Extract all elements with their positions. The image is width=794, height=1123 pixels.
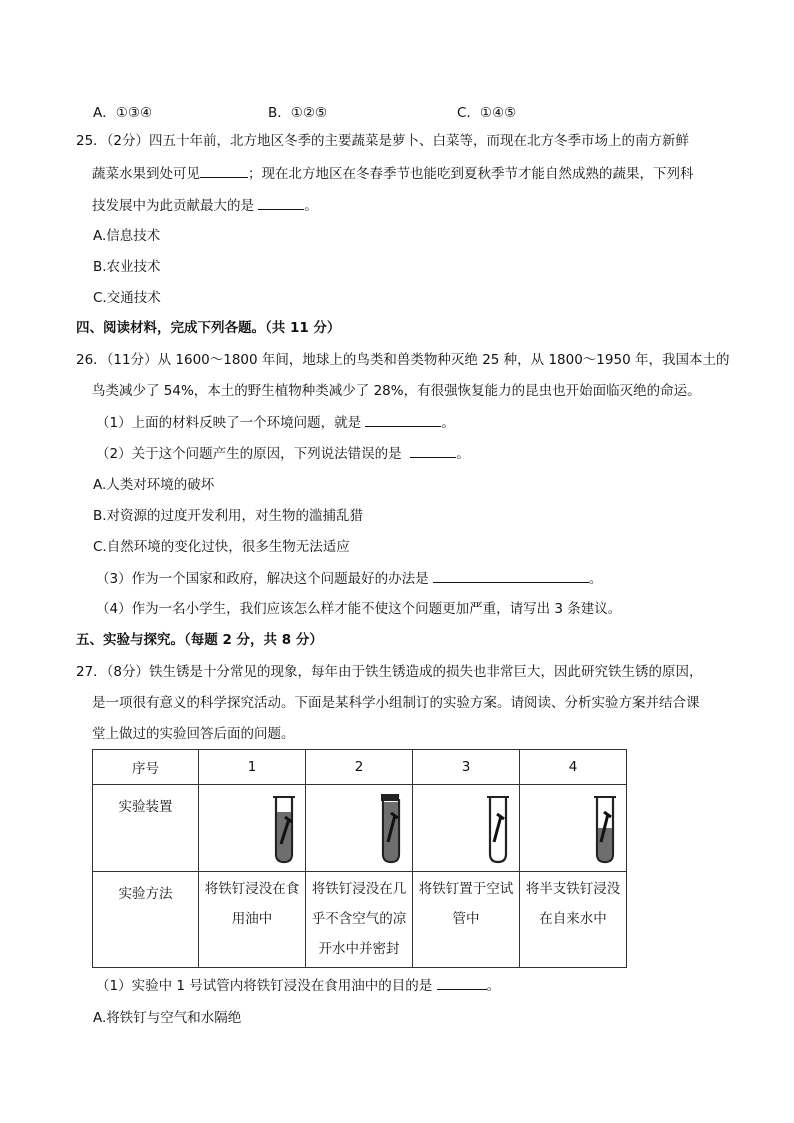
q25-line-2 xyxy=(92,163,694,184)
apparatus-cell-1 xyxy=(199,785,306,872)
q26-sub-2a: （2）关于这个问题产生的原因，下列说法错误的是 xyxy=(96,446,402,462)
table-row-method xyxy=(93,872,627,968)
method-3-line-1: 将铁钉置于空试 xyxy=(418,881,514,897)
test-tube-empty-icon xyxy=(413,786,519,871)
row-label-number: 序号 xyxy=(93,750,199,785)
method-cell-2 xyxy=(306,872,413,968)
method-3-line-2: 管中 xyxy=(452,911,480,927)
table-row-apparatus xyxy=(93,785,627,872)
method-1-line-1: 将铁钉浸没在食 xyxy=(204,881,300,897)
q27-line-2: 是一项很有意义的科学探究活动。下面是某科学小组制订的实验方案。请阅读、分析实验方案并结合课 xyxy=(92,695,700,711)
q27-sub-1b: 。 xyxy=(486,978,501,994)
q26-sub-3a: （3）作为一个国家和政府，解决这个问题最好的办法是 xyxy=(96,571,429,587)
q25-line-3 xyxy=(92,195,318,216)
q25-line-3b: 。 xyxy=(304,198,318,214)
q26-sub-1b: 。 xyxy=(441,415,455,431)
q26-sub-1 xyxy=(96,412,455,433)
number-cell-3: 3 xyxy=(413,750,520,785)
row-label-apparatus: 实验装置 xyxy=(93,785,199,872)
method-cell-4 xyxy=(520,872,627,968)
q24-option-b: B．①②⑤ xyxy=(268,105,328,121)
q27-sub-1a: （1）实验中 1 号试管内将铁钉浸没在食用油中的目的是 xyxy=(96,978,433,994)
q26-option-a: A.人类对环境的破坏 xyxy=(93,477,215,493)
q25-option-c: C.交通技术 xyxy=(93,290,161,306)
number-cell-2: 2 xyxy=(306,750,413,785)
q26-line-1: 26．（11分）从 1600～1800 年间，地球上的鸟类和兽类物种灭绝 25 种，从 1800～1950 年，我国本土的 xyxy=(76,352,730,368)
section-4-heading: 四、阅读材料，完成下列各题。（共 11 分） xyxy=(76,320,341,336)
method-2-line-1: 将铁钉浸没在几 xyxy=(311,881,407,897)
section-5-heading: 五、实验与探究。（每题 2 分，共 8 分） xyxy=(76,632,323,648)
q26-blank-3[interactable] xyxy=(433,568,589,583)
q25-line-2a: 蔬菜水果到处可见 xyxy=(92,166,200,182)
q27-line-3: 堂上做过的实验回答后面的问题。 xyxy=(92,726,295,742)
q26-sub-2 xyxy=(96,443,470,464)
q26-sub-4: （4）作为一名小学生，我们应该怎么样才能不使这个问题更加严重，请写出 3 条建议。 xyxy=(96,601,622,617)
q26-sub-1a: （1）上面的材料反映了一个环境问题，就是 xyxy=(96,415,362,431)
q24-option-a: A．①③④ xyxy=(93,105,153,121)
q26-sub-3 xyxy=(96,568,602,589)
apparatus-cell-4 xyxy=(520,785,627,872)
q27-line-1: 27．（8分）铁生锈是十分常见的现象，每年由于铁生锈造成的损失也非常巨大，因此研究铁生锈的原因， xyxy=(76,664,703,680)
q26-blank-1[interactable] xyxy=(365,412,441,427)
q25-line-1: 25．（2分）四五十年前，北方地区冬季的主要蔬菜是萝卜、白菜等，而现在北方冬季市场上的南方新鲜 xyxy=(76,133,690,149)
q26-option-c: C.自然环境的变化过快，很多生物无法适应 xyxy=(93,539,350,555)
test-tube-oil-icon xyxy=(199,786,305,871)
row-label-method: 实验方法 xyxy=(93,872,199,968)
method-1-line-2: 用油中 xyxy=(231,911,273,927)
apparatus-cell-2 xyxy=(306,785,413,872)
test-tube-half-water-icon xyxy=(520,786,626,871)
number-cell-4: 4 xyxy=(520,750,627,785)
table-row-number xyxy=(93,750,627,785)
method-cell-1 xyxy=(199,872,306,968)
method-cell-3 xyxy=(413,872,520,968)
q25-blank-2[interactable] xyxy=(258,195,304,210)
method-2-line-3: 开水中并密封 xyxy=(318,941,400,957)
q25-option-b: B.农业技术 xyxy=(93,259,161,275)
q26-blank-2[interactable] xyxy=(410,443,456,458)
q26-sub-3b: 。 xyxy=(588,571,603,587)
method-2-line-2: 乎不含空气的凉 xyxy=(311,911,407,927)
q24-option-c: C．①④⑤ xyxy=(457,105,517,121)
method-4-line-1: 将半支铁钉浸没 xyxy=(525,881,621,897)
method-4-line-2: 在自来水中 xyxy=(539,911,607,927)
q27-sub-1 xyxy=(96,975,500,996)
q25-line-3a: 技发展中为此贡献最大的是 xyxy=(92,198,254,214)
q26-line-2: 鸟类减少了 54%，本土的野生植物种类减少了 28%，有很强恢复能力的昆虫也开始面临灭绝的命运。 xyxy=(92,383,701,399)
q27-option-a: A.将铁钉与空气和水隔绝 xyxy=(93,1010,242,1026)
experiment-table xyxy=(92,749,627,968)
apparatus-cell-3 xyxy=(413,785,520,872)
q25-line-2b: ；现在北方地区在冬春季节也能吃到夏秋季节才能自然成熟的蔬果，下列科 xyxy=(248,166,694,182)
test-tube-sealed-water-icon xyxy=(306,786,412,871)
q25-option-a: A.信息技术 xyxy=(93,228,161,244)
q26-option-b: B.对资源的过度开发利用，对生物的滥捕乱猎 xyxy=(93,508,364,524)
q27-blank-1[interactable] xyxy=(437,975,487,990)
number-cell-1: 1 xyxy=(199,750,306,785)
q25-blank-1[interactable] xyxy=(200,163,248,178)
q26-sub-2b: 。 xyxy=(456,446,470,462)
